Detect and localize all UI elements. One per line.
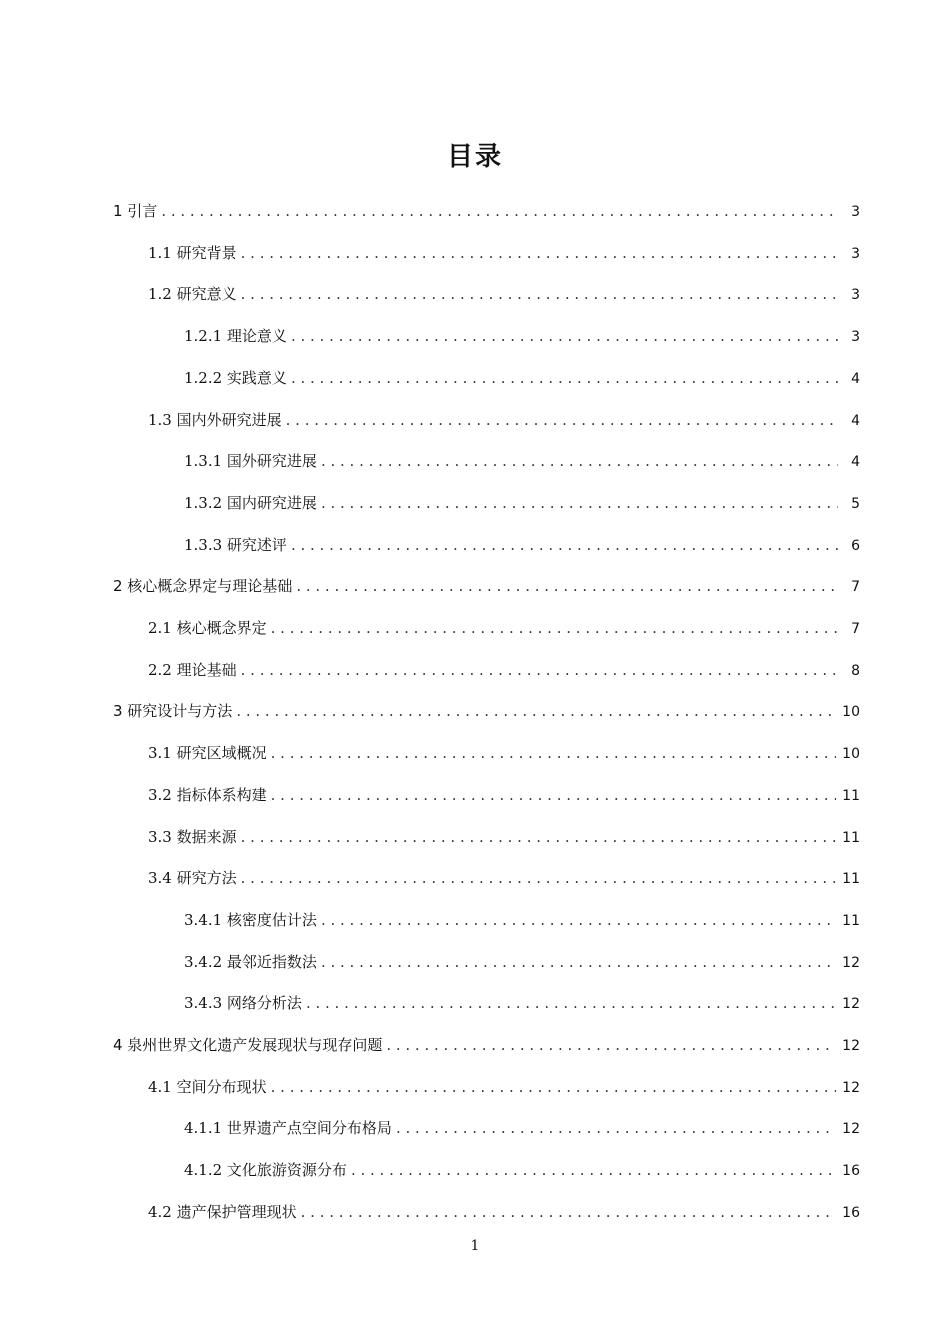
toc-leader-dots <box>321 952 836 972</box>
toc-entry-label: 3.4 研究方法 <box>148 869 237 887</box>
toc-entry-page: 12 <box>842 1038 860 1054</box>
toc-entry-page: 6 <box>851 538 860 554</box>
toc-entry[interactable] <box>148 785 860 806</box>
toc-entry-page: 8 <box>851 663 860 679</box>
toc-entry-page: 11 <box>842 913 860 929</box>
toc-leader-dots <box>271 1077 837 1097</box>
toc-entry[interactable] <box>148 1202 860 1223</box>
toc-entry[interactable] <box>148 868 860 889</box>
toc-entry-label: 4.1 空间分布现状 <box>148 1078 267 1096</box>
toc-entry-page: 12 <box>842 955 860 971</box>
toc-entry-label: 1.3.1 国外研究进展 <box>184 452 317 470</box>
toc-leader-dots <box>321 493 838 513</box>
toc-entry-label: 3.1 研究区域概况 <box>148 744 267 762</box>
toc-entry-label: 4.1.2 文化旅游资源分布 <box>184 1161 347 1179</box>
toc-entry[interactable] <box>184 952 860 973</box>
toc-entry[interactable] <box>113 201 860 222</box>
toc-entry-label: 1 引言 <box>113 202 158 220</box>
toc-entry[interactable] <box>113 701 860 722</box>
toc-entry[interactable] <box>184 493 860 514</box>
toc-leader-dots <box>351 1160 836 1180</box>
toc-leader-dots <box>241 868 837 888</box>
toc-entry[interactable] <box>184 326 860 347</box>
toc-entry[interactable] <box>148 743 860 764</box>
toc-leader-dots <box>241 660 838 680</box>
toc-entry-page: 11 <box>842 788 860 804</box>
page-number: 1 <box>470 1238 480 1254</box>
toc-entry-page: 11 <box>842 830 860 846</box>
toc-entry-page: 16 <box>842 1205 860 1221</box>
toc-entry-page: 11 <box>842 871 860 887</box>
toc-entry-page: 3 <box>851 246 860 262</box>
toc-entry-label: 1.1 研究背景 <box>148 244 237 262</box>
toc-entry-page: 12 <box>842 1080 860 1096</box>
toc-entry-page: 4 <box>851 371 860 387</box>
toc-entry[interactable] <box>184 1118 860 1139</box>
toc-entry[interactable] <box>148 243 860 264</box>
toc-entry-label: 3.4.3 网络分析法 <box>184 994 302 1012</box>
toc-leader-dots <box>291 535 838 555</box>
toc-entry[interactable] <box>184 368 860 389</box>
toc-entry[interactable] <box>184 993 860 1014</box>
toc-leader-dots <box>296 576 838 596</box>
toc-entry-label: 3 研究设计与方法 <box>113 702 233 720</box>
toc-leader-dots <box>241 827 837 847</box>
toc-entry[interactable] <box>184 535 860 556</box>
toc-entry-label: 1.2 研究意义 <box>148 285 237 303</box>
toc-entry-page: 10 <box>842 746 860 762</box>
toc-leader-dots <box>241 284 838 304</box>
toc-entry-label: 1.2.1 理论意义 <box>184 327 287 345</box>
toc-entry-page: 16 <box>842 1163 860 1179</box>
page-title: 目录 <box>446 142 503 172</box>
toc-leader-dots <box>306 993 836 1013</box>
toc-entry-page: 3 <box>851 287 860 303</box>
toc-leader-dots <box>241 243 838 263</box>
toc-entry[interactable] <box>148 284 860 305</box>
toc-entry-page: 12 <box>842 996 860 1012</box>
toc-entry-label: 2.2 理论基础 <box>148 661 237 679</box>
toc-leader-dots <box>286 410 838 430</box>
toc-entry-label: 3.2 指标体系构建 <box>148 786 267 804</box>
toc-entry[interactable] <box>148 410 860 431</box>
toc-entry-page: 10 <box>842 704 860 720</box>
toc-entry[interactable] <box>184 451 860 472</box>
toc-leader-dots <box>321 451 838 471</box>
toc-leader-dots <box>396 1118 836 1138</box>
toc-entry-page: 12 <box>842 1121 860 1137</box>
toc-leader-dots <box>271 785 837 805</box>
toc-entry[interactable] <box>113 576 860 597</box>
toc-entry-page: 4 <box>851 454 860 470</box>
toc-entry-label: 3.4.1 核密度估计法 <box>184 911 317 929</box>
toc-leader-dots <box>386 1035 836 1055</box>
toc-entry[interactable] <box>148 1077 860 1098</box>
toc-entry-label: 3.4.2 最邻近指数法 <box>184 953 317 971</box>
toc-entry[interactable] <box>148 660 860 681</box>
toc-entry[interactable] <box>148 827 860 848</box>
toc-leader-dots <box>291 368 838 388</box>
toc-entry-page: 7 <box>851 621 860 637</box>
toc-leader-dots <box>271 743 837 763</box>
toc-entry-label: 2 核心概念界定与理论基础 <box>113 577 293 595</box>
toc-leader-dots <box>161 201 838 221</box>
toc-entry-label: 3.3 数据来源 <box>148 828 237 846</box>
toc-entry[interactable] <box>113 1035 860 1056</box>
toc-entry-label: 2.1 核心概念界定 <box>148 619 267 637</box>
toc-entry-label: 4.1.1 世界遗产点空间分布格局 <box>184 1119 392 1137</box>
toc-leader-dots <box>321 910 836 930</box>
toc-entry-page: 3 <box>851 329 860 345</box>
toc-entry-label: 1.2.2 实践意义 <box>184 369 287 387</box>
toc-entry[interactable] <box>148 618 860 639</box>
toc-entry-label: 4.2 遗产保护管理现状 <box>148 1203 297 1221</box>
toc-entry[interactable] <box>184 910 860 931</box>
toc-entry[interactable] <box>184 1160 860 1181</box>
toc-entry-page: 3 <box>851 204 860 220</box>
toc-leader-dots <box>236 701 836 721</box>
toc-entry-label: 1.3 国内外研究进展 <box>148 411 282 429</box>
toc-leader-dots <box>301 1202 837 1222</box>
toc-entry-label: 4 泉州世界文化遗产发展现状与现存问题 <box>113 1036 383 1054</box>
toc-leader-dots <box>271 618 838 638</box>
toc-leader-dots <box>291 326 838 346</box>
toc-entry-label: 1.3.2 国内研究进展 <box>184 494 317 512</box>
toc-entry-page: 7 <box>851 579 860 595</box>
toc-entry-label: 1.3.3 研究述评 <box>184 536 287 554</box>
toc-entry-page: 4 <box>851 413 860 429</box>
toc-entry-page: 5 <box>851 496 860 512</box>
